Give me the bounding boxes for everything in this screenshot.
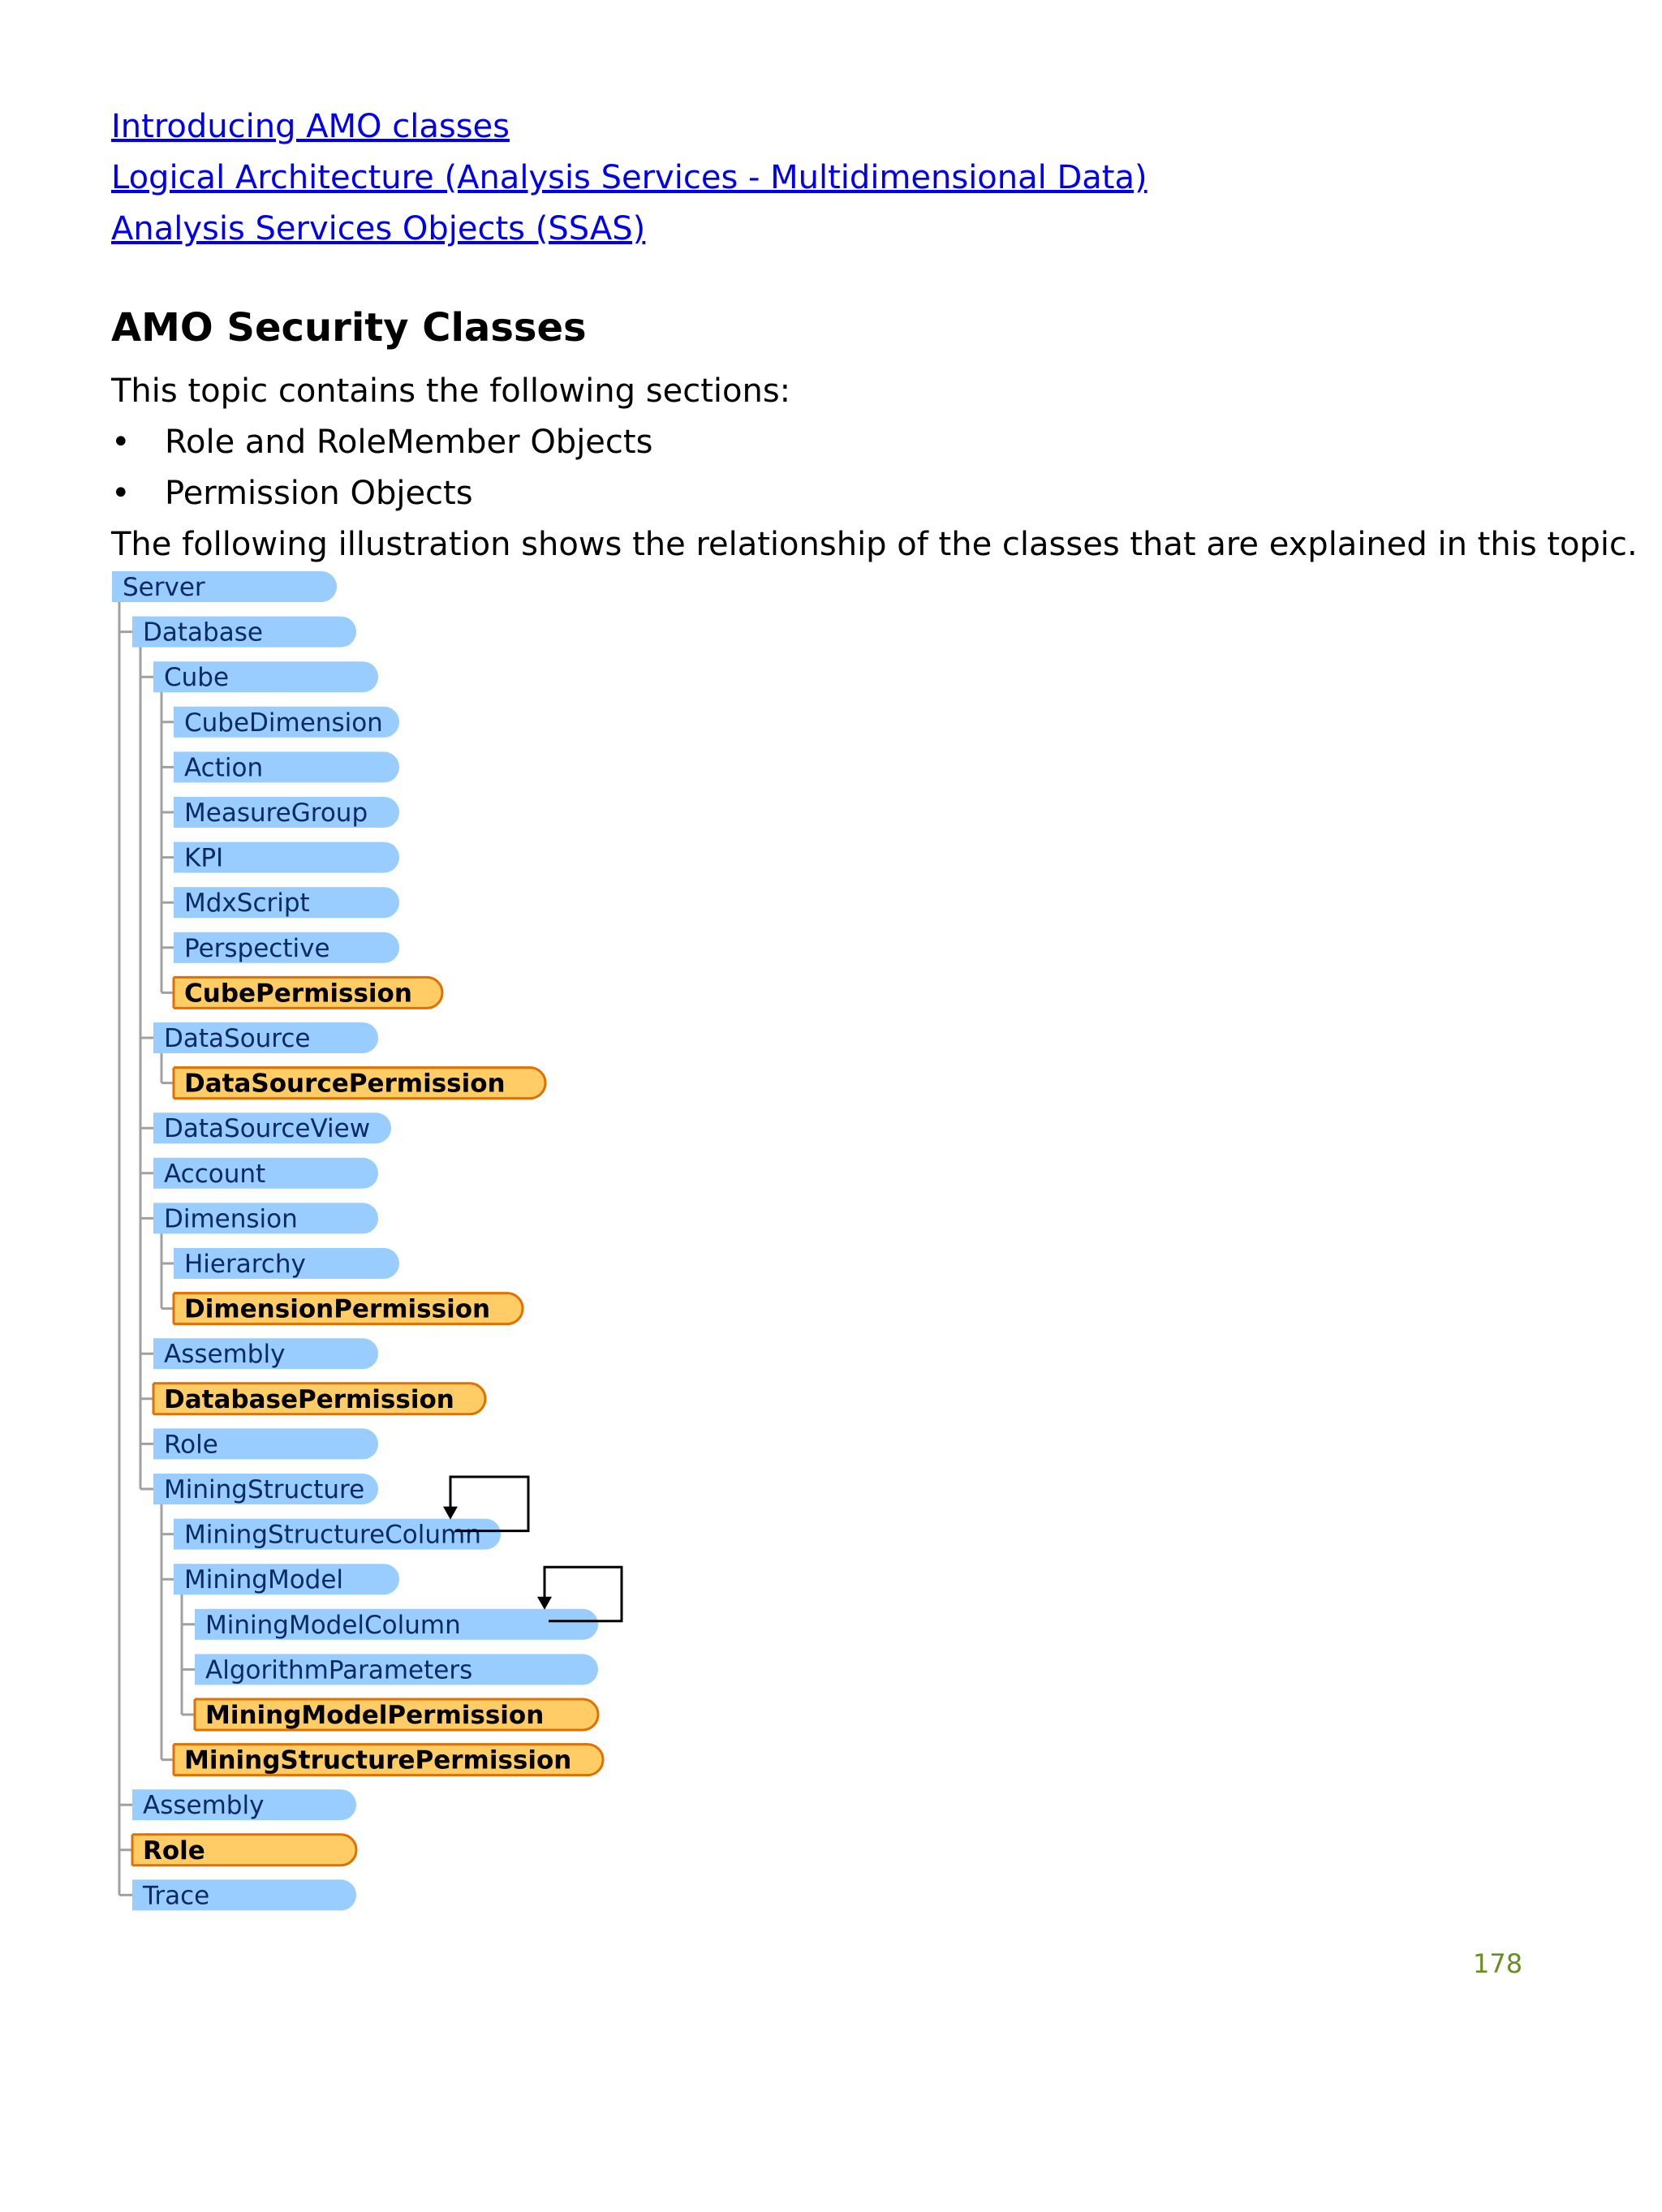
class-node-label: DatabasePermission <box>164 1384 454 1414</box>
illustration-caption: The following illustration shows the relationship of the classes that are explained in this topic. <box>111 526 1638 563</box>
class-node-label: Role <box>143 1835 205 1866</box>
link-logical-architecture[interactable]: Logical Architecture (Analysis Services - Multidimensional Data) <box>111 159 1147 196</box>
class-node-label: Assembly <box>164 1340 286 1370</box>
class-node-label: Hierarchy <box>184 1250 306 1279</box>
class-node-label: KPI <box>184 843 224 873</box>
bullet-icon: • <box>111 424 131 461</box>
class-node-label: DataSourcePermission <box>184 1069 506 1099</box>
class-node-label: DataSourceView <box>164 1114 371 1144</box>
class-node-label: MeasureGroup <box>184 798 368 828</box>
class-node-label: MdxScript <box>184 889 310 919</box>
link-introducing-amo-classes[interactable]: Introducing AMO classes <box>111 108 510 145</box>
class-node-label: MiningModelPermission <box>205 1701 545 1730</box>
class-node-label: CubePermission <box>184 979 412 1009</box>
class-node-label: Perspective <box>184 933 330 963</box>
class-node-label: MiningStructurePermission <box>184 1745 572 1775</box>
class-node-label: MiningStructure <box>164 1475 365 1504</box>
link-analysis-services-objects[interactable]: Analysis Services Objects (SSAS) <box>111 210 646 247</box>
class-node-label: CubeDimension <box>184 708 383 738</box>
intro-text: This topic contains the following sections: <box>111 372 791 410</box>
class-node-label: AlgorithmParameters <box>205 1655 473 1685</box>
class-node-label: Dimension <box>164 1204 298 1234</box>
class-node-label: Database <box>143 618 263 648</box>
bullet-item-role-objects: Role and RoleMember Objects <box>165 424 653 461</box>
class-node-label: Server <box>123 573 205 602</box>
section-heading: AMO Security Classes <box>111 305 587 351</box>
class-node-label: DimensionPermission <box>184 1294 491 1324</box>
class-node-label: Cube <box>164 663 230 693</box>
class-node-label: MiningStructureColumn <box>184 1520 481 1550</box>
class-node-label: MiningModelColumn <box>205 1610 461 1640</box>
page-number: 178 <box>1473 1948 1523 1979</box>
arrowhead-icon <box>443 1507 458 1520</box>
class-node-label: DataSource <box>164 1024 311 1053</box>
class-node-label: Action <box>184 753 264 783</box>
bullet-item-permission-objects: Permission Objects <box>165 475 473 512</box>
class-node-label: Account <box>164 1159 266 1189</box>
bullet-icon: • <box>111 475 131 512</box>
class-node-label: Trace <box>143 1881 210 1911</box>
arrowhead-icon <box>537 1597 552 1610</box>
class-node-label: MiningModel <box>184 1565 344 1595</box>
class-node-label: Assembly <box>143 1791 265 1821</box>
class-node-label: Role <box>164 1430 218 1460</box>
